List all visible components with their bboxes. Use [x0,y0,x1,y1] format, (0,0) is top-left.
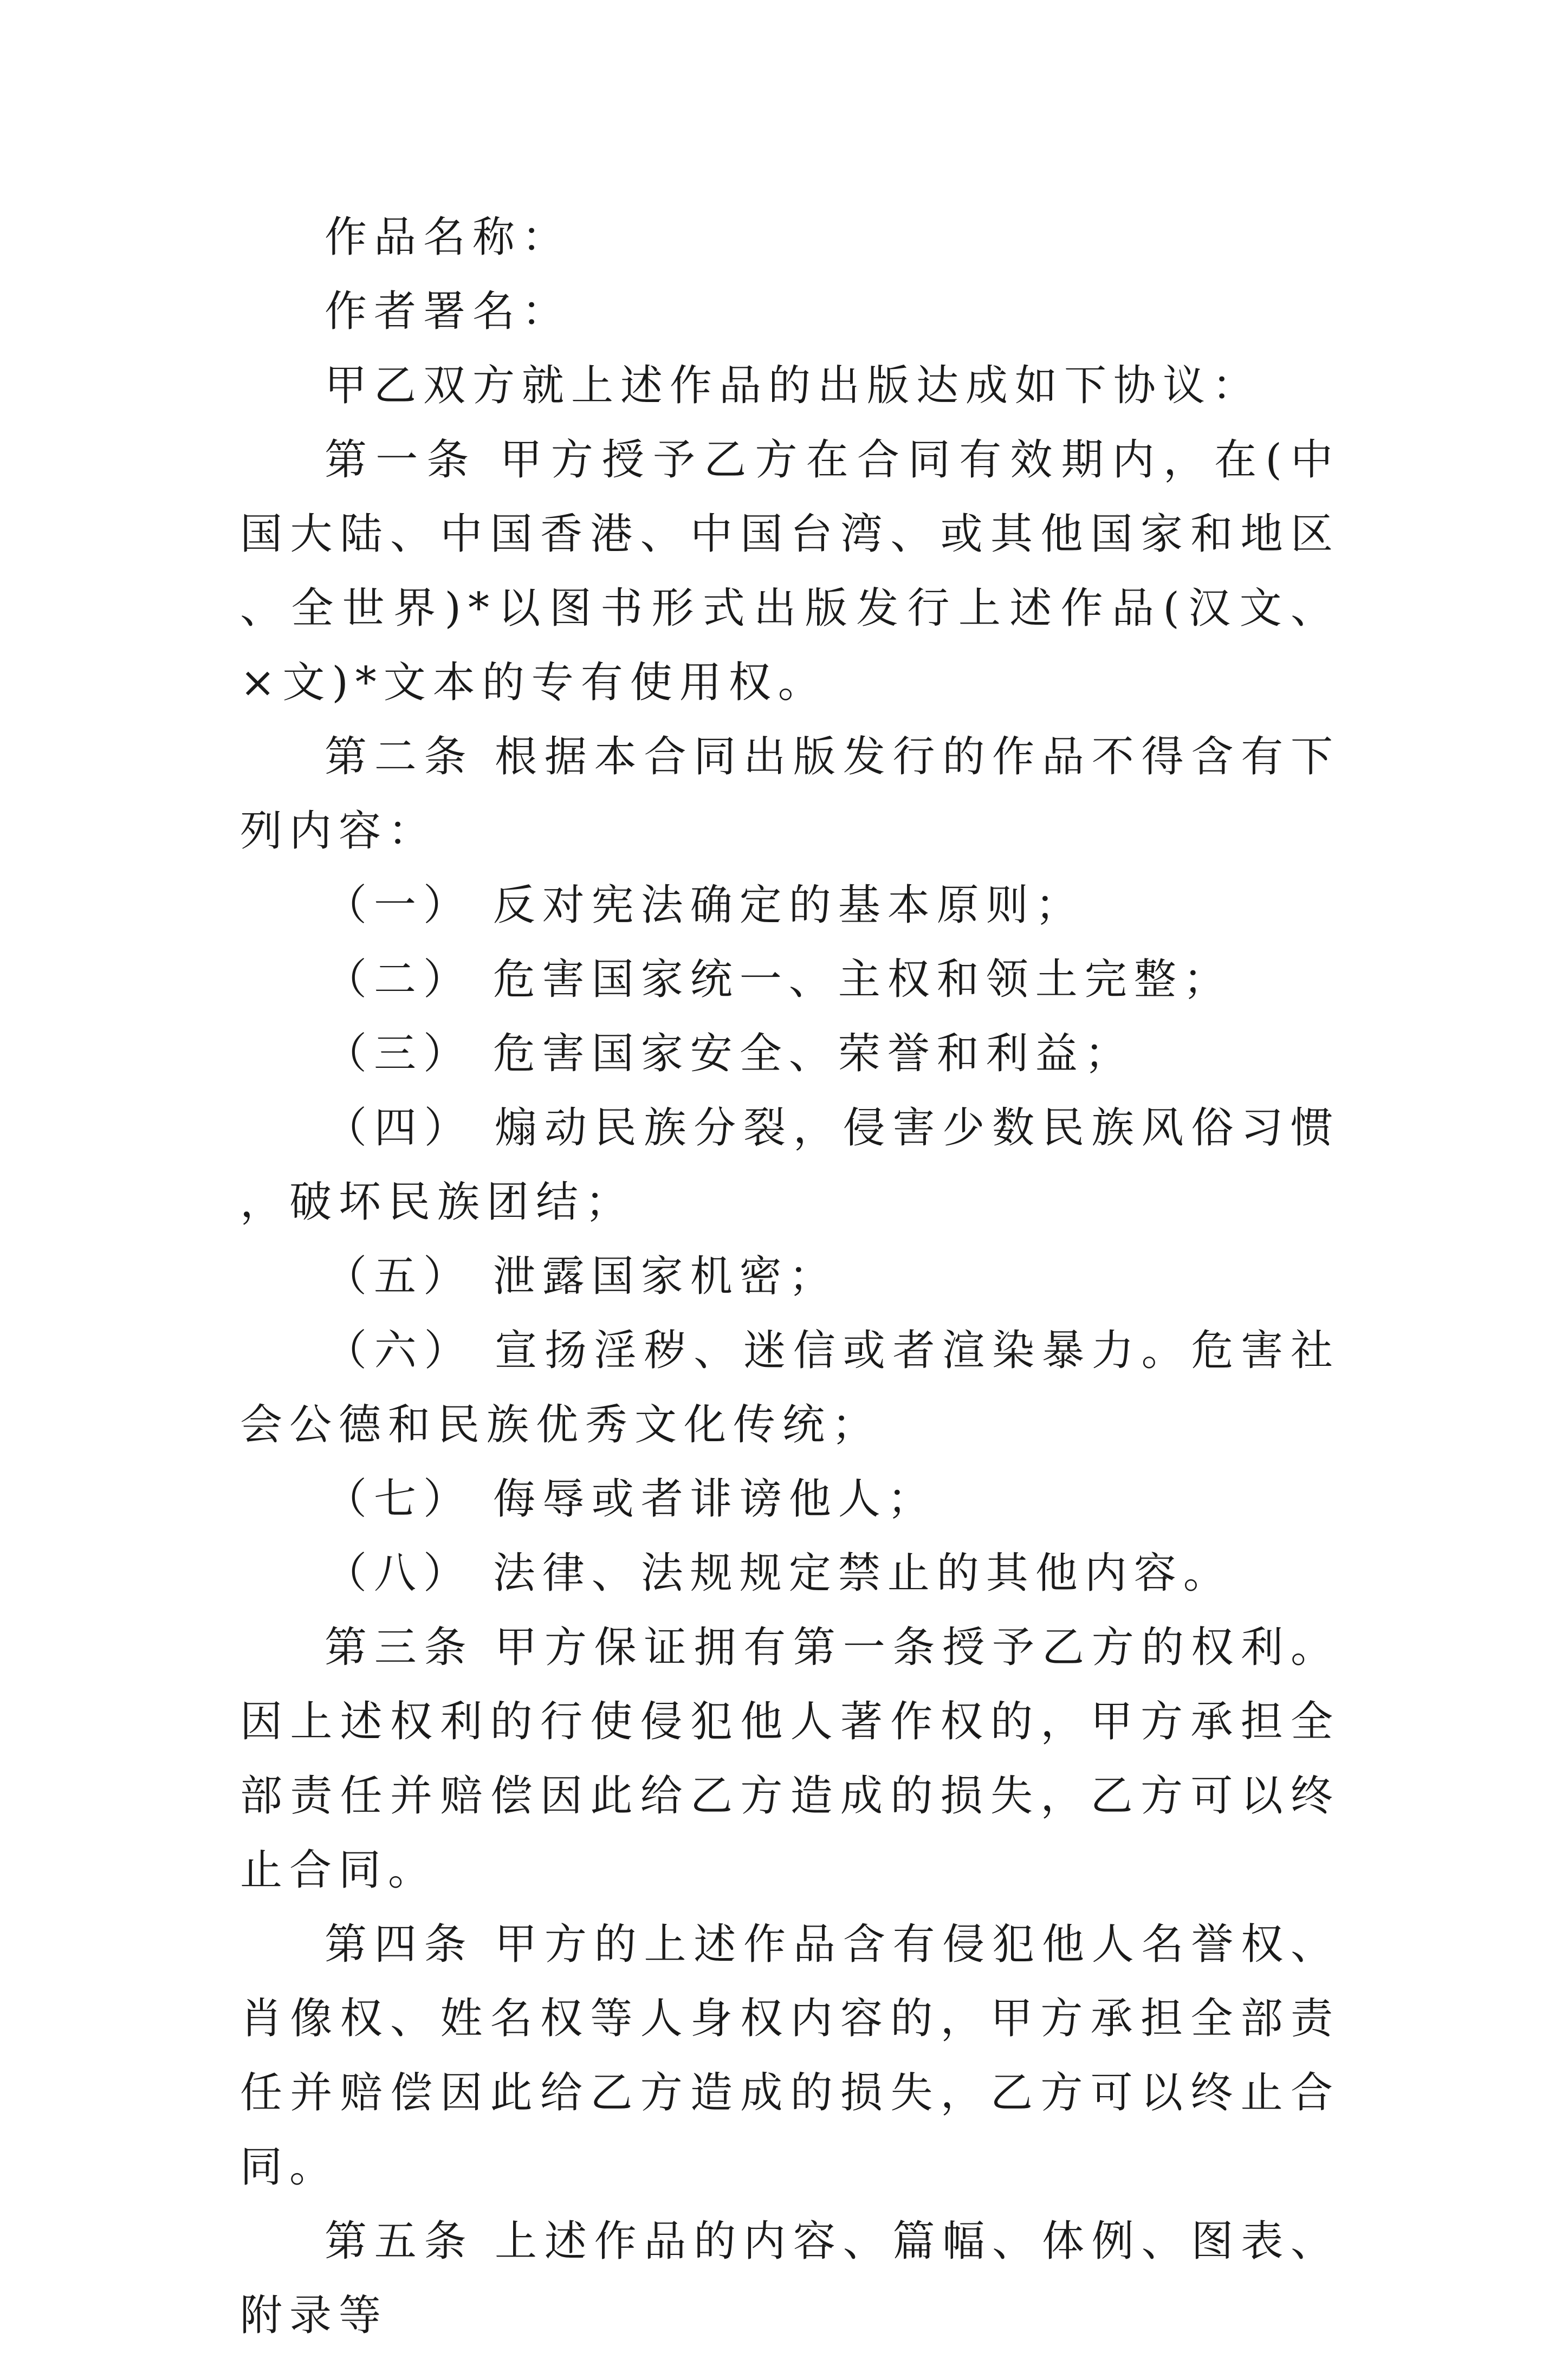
article-2-item-6: （六） 宣扬淫秽、迷信或者渲染暴力。危害社会公德和民族优秀文化传统； [240,1326,1340,1449]
field-author-name: 作者署名： [325,287,572,336]
article-1: 第一条 甲方授予乙方在合同有效期内，在(中国大陆、中国香港、中国台湾、或其他国家和地区、全世界)*以图书形式出版发行上述作品(汉文、×文)*文本的专有使用权。 [240,436,1340,707]
article-2-item-1: （一） 反对宪法确定的基本原则； [325,881,1085,930]
article-2-item-5: （五） 泄露国家机密； [325,1252,838,1301]
document-body [240,200,1340,2353]
article-2-item-3: （三） 危害国家安全、荣誉和利益； [325,1029,1134,1078]
article-2-item-7: （七） 侮辱或者诽谤他人； [325,1475,937,1524]
article-5: 第五条 上述作品的内容、篇幅、体例、图表、附录等 [240,2217,1340,2340]
article-2-item-2: （二） 危害国家统一、主权和领土完整； [325,955,1233,1004]
article-2-item-8: （八） 法律、法规规定禁止的其他内容。 [325,1549,1233,1598]
agreement-intro: 甲乙双方就上述作品的出版达成如下协议： [325,361,1262,410]
article-2: 第二条 根据本合同出版发行的作品不得含有下列内容： [240,733,1340,855]
article-4: 第四条 甲方的上述作品含有侵犯他人名誉权、肖像权、姓名权等人身权内容的，甲方承担全部责任并赔偿因此给乙方造成的损失，乙方可以终止合同。 [240,1920,1340,2192]
field-work-title: 作品名称： [325,213,572,262]
article-3: 第三条 甲方保证拥有第一条授予乙方的权利。因上述权利的行使侵犯他人著作权的，甲方承担全部责任并赔偿因此给乙方造成的损失，乙方可以终止合同。 [240,1623,1340,1895]
article-2-item-4: （四） 煽动民族分裂，侵害少数民族风俗习惯，破坏民族团结； [240,1104,1340,1227]
